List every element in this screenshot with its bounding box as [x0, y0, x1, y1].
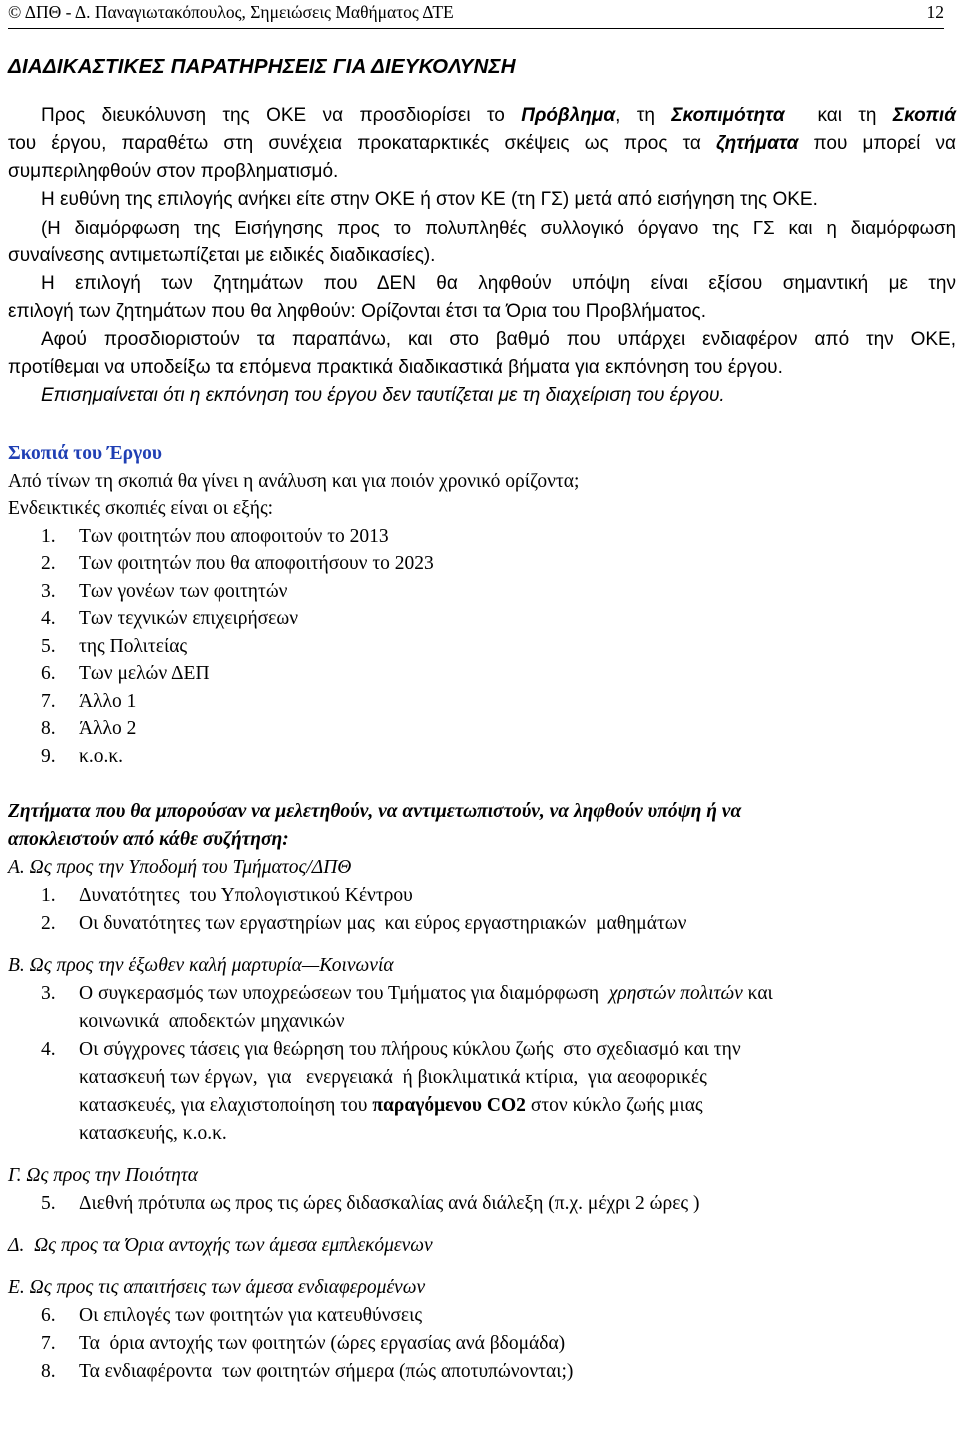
item-text: κατασκευές, για ελαχιστοποίηση του	[79, 1095, 373, 1116]
emphasis-purpose: Σκοπιμότητα	[671, 105, 785, 126]
list-item	[8, 1036, 956, 1148]
text: του έργου, παραθέτω στη συνέχεια προκαταρκτικές σκέψεις ως προς τα	[8, 133, 717, 154]
scope-lead: Ενδεικτικές σκοπιές είναι οι εξής:	[8, 498, 274, 519]
item-text: Των μελών ΔΕΠ	[79, 663, 210, 684]
text: που μπορεί να	[798, 133, 956, 154]
text: Προς διευκόλυνση της ΟΚΕ να προσδιορίσει το	[41, 105, 522, 126]
item-text: Δυνατότητες του Υπολογιστικού Κέντρου	[79, 885, 413, 906]
item-text: Των φοιτητών που αποφοιτούν το 2013	[79, 525, 389, 547]
item-number: 2.	[41, 553, 56, 574]
emphasis-citizens: χρηστών πολιτών	[608, 983, 743, 1004]
item-text: Τα ενδιαφέροντα των φοιτητών σήμερα (πώς αποτυπώνονται;)	[79, 1361, 574, 1382]
page-number: 12	[926, 2, 944, 22]
page-header	[8, 0, 944, 24]
issues-heading-line-2: αποκλειστούν από κάθε συζήτηση:	[8, 829, 289, 850]
item-text: Των φοιτητών που θα αποφοιτήσουν το 2023	[79, 553, 434, 574]
emphasis-co2: παραγόμενου CO2	[372, 1095, 526, 1116]
scope-section	[8, 440, 956, 770]
page-title: ΔΙΑΔΙΚΑΣΤΙΚΕΣ ΠΑΡΑΤΗΡΗΣΕΙΣ ΓΙΑ ΔΙΕΥΚΟΛΥΝΣΗ	[8, 55, 516, 78]
item-number: 8.	[41, 1361, 56, 1382]
intro-paragraph-1-line-1	[8, 102, 956, 130]
group-b-title: Β. Ως προς την έξωθεν καλή μαρτυρία—Κοινωνία	[8, 955, 394, 976]
item-number: 2.	[41, 913, 56, 934]
item-text: Οι δυνατότητες των εργαστηρίων μας και εύρος εργαστηριακών μαθημάτων	[79, 913, 687, 934]
item-number: 7.	[41, 1333, 56, 1354]
emphasis-scope: Σκοπιά	[892, 105, 956, 126]
list-item	[8, 1358, 956, 1386]
intro-paragraph-3-line-2: συναίνεσης αντιμετωπίζεται με ειδικές διαδικασίες).	[8, 245, 436, 266]
item-text: Διεθνή πρότυπα ως προς τις ώρες διδασκαλίας ανά διάλεξη (π.χ. μέχρι 2 ώρες )	[79, 1193, 700, 1214]
list-item	[8, 1330, 956, 1358]
spacer	[8, 1148, 956, 1162]
emphasis-problem: Πρόβλημα	[521, 105, 616, 126]
item-text: κ.ο.κ.	[79, 745, 124, 767]
intro-paragraph-4-line-2: επιλογή των ζητημάτων που θα ληφθούν: Ορίζονται έτσι τα Όρια του Προβλήματος.	[8, 301, 706, 322]
emphasis-issues: ζητήματα	[716, 133, 799, 154]
spacer	[8, 1260, 956, 1274]
list-item	[8, 523, 956, 551]
list-item	[8, 715, 956, 743]
intro-paragraph-4-line-1: Η επιλογή των ζητημάτων που ΔΕΝ θα ληφθούν υπόψη είναι εξίσου σημαντική με την	[41, 273, 956, 294]
item-number: 1.	[41, 525, 56, 547]
spacer	[8, 1218, 956, 1232]
header-copyright: © ΔΠΘ - Δ. Παναγιωτακόπουλος, Σημειώσεις Μαθήματος ΔΤΕ	[8, 2, 454, 22]
item-number: 4.	[41, 608, 56, 629]
item-text: στον κύκλο ζωής μιας	[525, 1095, 703, 1116]
list-item	[8, 910, 956, 938]
list-item	[8, 980, 956, 1036]
item-text: Οι σύγχρονες τάσεις για θεώρηση του πλήρους κύκλου ζωής στο σχεδιασμό και την	[79, 1039, 741, 1060]
item-number: 6.	[41, 1305, 56, 1326]
item-text: Τα όρια αντοχής των φοιτητών (ώρες εργασίας ανά βδομάδα)	[79, 1333, 566, 1354]
intro-paragraph-5-line-1: Αφού προσδιοριστούν τα παραπάνω, και στο βαθμό που υπάρχει ενδιαφέρον από την ΟΚΕ,	[41, 329, 956, 350]
list-item	[8, 633, 956, 661]
list-item	[8, 1190, 956, 1218]
item-text: Οι επιλογές των φοιτητών για κατευθύνσεις	[79, 1305, 423, 1326]
scope-list	[8, 523, 956, 771]
group-c-list	[8, 1190, 956, 1218]
list-item	[8, 660, 956, 688]
item-text: κοινωνικά αποδεκτών μηχανικών	[79, 1011, 345, 1032]
list-item	[8, 743, 956, 771]
list-item	[8, 605, 956, 633]
intro-paragraph-1-line-2	[8, 130, 956, 158]
item-text: Άλλο 2	[79, 718, 137, 739]
item-text: κατασκευής, κ.ο.κ.	[79, 1123, 227, 1144]
intro-paragraph-2: Η ευθύνη της επιλογής ανήκει είτε στην ΟΚΕ ή στον ΚΕ (τη ΓΣ) μετά από εισήγηση της ΟΚΕ.	[41, 189, 818, 210]
issues-heading-line-1: Ζητήματα που θα μπορούσαν να μελετηθούν, να αντιμετωπιστούν, να ληφθούν υπόψη ή να	[8, 801, 742, 822]
group-a-title: Α. Ως προς την Υποδομή του Τμήματος/ΔΠΘ	[8, 857, 352, 878]
group-a-list	[8, 882, 956, 938]
item-number: 6.	[41, 663, 56, 684]
scope-question: Από τίνων τη σκοπιά θα γίνει η ανάλυση και για ποιόν χρονικό ορίζοντα;	[8, 470, 580, 492]
item-text: Άλλο 1	[79, 690, 137, 712]
item-number: 9.	[41, 745, 56, 767]
scope-heading: Σκοπιά του Έργου	[8, 443, 162, 464]
item-text: της Πολιτείας	[79, 635, 188, 657]
spacer	[8, 938, 956, 952]
group-b-list	[8, 980, 956, 1148]
issues-section	[8, 798, 956, 1386]
item-number: 7.	[41, 690, 56, 712]
item-text: και	[742, 983, 773, 1004]
item-text: Ο συγκερασμός των υποχρεώσεων του Τμήματος για διαμόρφωση	[79, 983, 609, 1004]
item-number: 1.	[41, 885, 56, 906]
list-item	[8, 578, 956, 606]
text: και τη	[784, 105, 893, 126]
list-item	[8, 550, 956, 578]
list-item	[8, 688, 956, 716]
intro-paragraph-1-line-3: συμπεριληφθούν στον προβληματισμό.	[8, 161, 339, 182]
item-number: 5.	[41, 635, 56, 657]
intro-paragraph-3-line-1: (Η διαμόρφωση της Εισήγησης προς το πολυπληθές συλλογικό όργανο της ΓΣ και η διαμόρφωση	[41, 217, 956, 238]
item-number: 3.	[41, 580, 56, 602]
group-c-title: Γ. Ως προς την Ποιότητα	[8, 1165, 198, 1186]
list-item	[8, 882, 956, 910]
list-item	[8, 1302, 956, 1330]
header-rule	[8, 28, 944, 29]
item-number: 3.	[41, 983, 56, 1004]
group-e-list	[8, 1302, 956, 1386]
group-e-title: Ε. Ως προς τις απαιτήσεις των άμεσα ενδιαφερομένων	[8, 1277, 426, 1298]
item-text: Των τεχνικών επιχειρήσεων	[79, 608, 299, 629]
intro-paragraph-5-line-2: προτίθεμαι να υποδείξω τα επόμενα πρακτικά διαδικαστικά βήματα για εκπόνηση του έργου.	[8, 357, 783, 378]
item-number: 5.	[41, 1193, 56, 1214]
item-text: Των γονέων των φοιτητών	[79, 580, 288, 602]
item-text: κατασκευή των έργων, για ενεργειακά ή βιοκλιματικά κτίρια, για αεοφορικές	[79, 1067, 707, 1088]
item-number: 4.	[41, 1039, 56, 1060]
group-d-title: Δ. Ως προς τα Όρια αντοχής των άμεσα εμπλεκόμενων	[8, 1235, 433, 1256]
item-number: 8.	[41, 718, 56, 739]
text: , τη	[615, 105, 672, 126]
intro-section	[8, 102, 956, 410]
intro-paragraph-6: Επισημαίνεται ότι η εκπόνηση του έργου δεν ταυτίζεται με τη διαχείριση του έργου.	[41, 385, 725, 406]
